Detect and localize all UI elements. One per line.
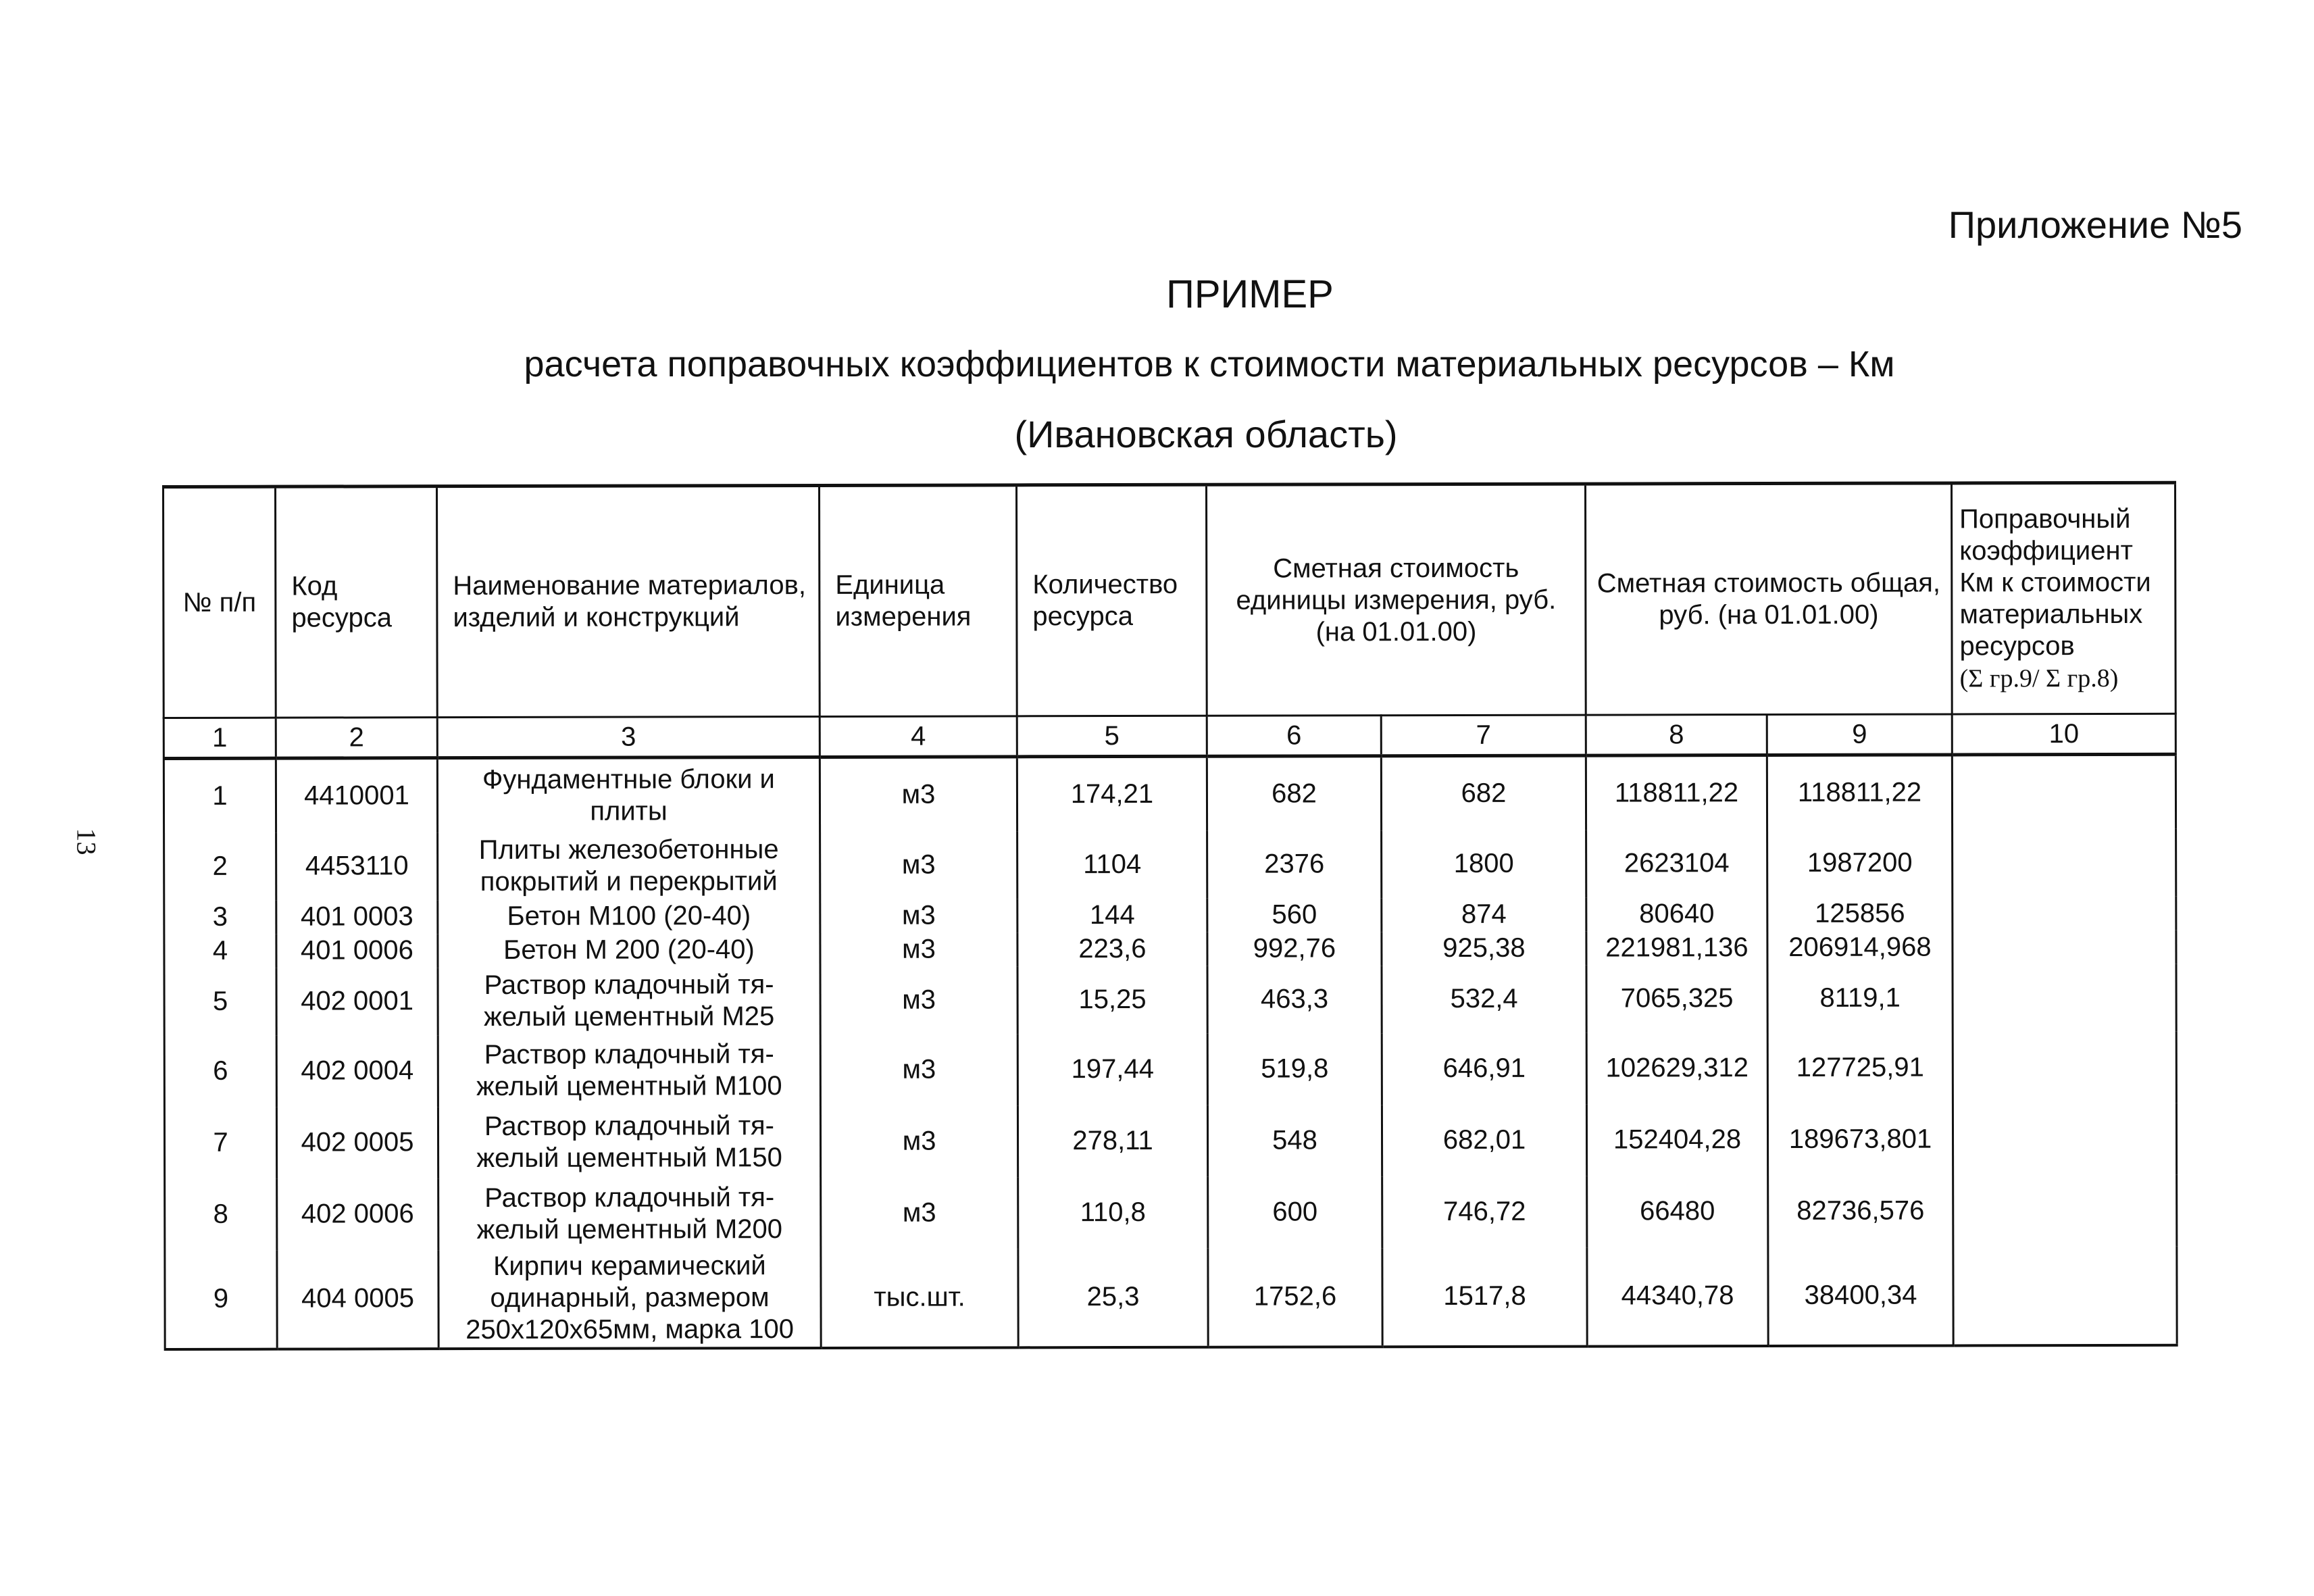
table-row [165, 1174, 2177, 1250]
unit-cost-7: 646,91 [1382, 1032, 1586, 1105]
total-cost-9: 8119,1 [1767, 964, 1953, 1032]
total-cost-9: 82736,576 [1768, 1175, 1953, 1247]
total-cost-8: 7065,325 [1586, 965, 1767, 1033]
unit: м3 [820, 899, 1017, 933]
header-qty: Количество ресурса [1017, 484, 1207, 716]
unit-cost-7: 874 [1382, 897, 1586, 932]
total-cost-8: 80640 [1586, 897, 1767, 932]
resource-name: Раствор кладочный тя-желый цементный М150 [438, 1105, 820, 1178]
unit-cost-6: 519,8 [1207, 1033, 1382, 1105]
header-coef [1952, 482, 2176, 714]
unit-cost-6: 2376 [1207, 830, 1382, 899]
quantity: 197,44 [1017, 1033, 1207, 1105]
table-row [164, 930, 2176, 968]
resource-code: 402 0001 [276, 968, 438, 1036]
resource-code: 404 0005 [277, 1250, 438, 1349]
total-cost-9: 118811,22 [1767, 755, 1952, 830]
document-subtitle: расчета поправочных коэффициентов к стоимости материальных ресурсов – Км [524, 344, 1895, 384]
col-number: 3 [437, 716, 820, 757]
row-number: 3 [164, 900, 276, 934]
col-number: 9 [1767, 714, 1952, 755]
coefficient [1953, 964, 2176, 1032]
row-number: 2 [164, 832, 276, 900]
unit: м3 [821, 1177, 1018, 1249]
unit: м3 [820, 1105, 1017, 1178]
unit-cost-7: 746,72 [1382, 1176, 1587, 1248]
total-cost-9: 1987200 [1767, 829, 1953, 897]
total-cost-9: 125856 [1767, 897, 1953, 931]
col-number: 6 [1207, 716, 1381, 757]
resource-name: Бетон М 200 (20-40) [438, 932, 820, 967]
quantity: 223,6 [1017, 932, 1207, 966]
header-name: Наименование материалов, изделий и конструкций [437, 485, 820, 717]
col-number: 1 [164, 718, 276, 758]
total-cost-8: 66480 [1587, 1176, 1768, 1248]
total-cost-8: 2623104 [1586, 830, 1767, 898]
unit-cost-6: 463,3 [1207, 966, 1382, 1034]
row-number: 4 [164, 934, 276, 968]
col-number: 10 [1952, 714, 2175, 755]
resource-code: 402 0004 [276, 1035, 438, 1107]
total-cost-8: 152404,28 [1586, 1104, 1767, 1176]
col-number: 8 [1586, 715, 1767, 756]
table-row [165, 1246, 2177, 1349]
unit-cost-6: 1752,6 [1208, 1248, 1382, 1347]
row-number: 8 [165, 1178, 277, 1250]
total-cost-8: 102629,312 [1586, 1032, 1767, 1105]
unit-cost-7: 682 [1381, 755, 1586, 830]
col-number: 2 [276, 718, 437, 759]
total-cost-9: 189673,801 [1767, 1103, 1953, 1176]
table-body [164, 754, 2177, 1349]
unit-cost-6: 992,76 [1207, 932, 1382, 966]
table-row [164, 828, 2176, 900]
unit-cost-7: 1517,8 [1382, 1247, 1587, 1347]
unit: м3 [820, 757, 1017, 832]
quantity: 15,25 [1017, 966, 1207, 1034]
table-row [164, 1031, 2176, 1107]
quantity: 278,11 [1017, 1105, 1207, 1177]
resource-name: Плиты железобетонные покрытий и перекрытий [438, 831, 820, 899]
unit-cost-7: 532,4 [1382, 965, 1586, 1033]
row-number: 6 [164, 1035, 276, 1107]
quantity: 1104 [1017, 830, 1207, 899]
resource-name: Раствор кладочный тя-желый цементный М200 [438, 1177, 821, 1249]
unit-cost-7: 925,38 [1382, 931, 1586, 966]
resource-code: 402 0005 [276, 1107, 438, 1179]
header-coef-text: Поправочный коэффициент Км к стоимости материальных ресурсов [1959, 503, 2151, 661]
resource-name: Фундаментные блоки и плиты [437, 757, 820, 832]
unit-cost-6: 682 [1207, 756, 1381, 831]
unit: м3 [820, 1034, 1017, 1106]
unit: м3 [820, 966, 1017, 1034]
coefficient [1953, 896, 2176, 930]
header-code: Код ресурса [276, 487, 438, 718]
total-cost-9: 206914,968 [1767, 930, 1953, 965]
resource-code: 4453110 [276, 832, 438, 901]
col-number: 5 [1017, 716, 1207, 757]
row-number: 1 [164, 758, 276, 832]
total-cost-9: 38400,34 [1768, 1247, 1953, 1346]
resource-code: 401 0006 [276, 934, 438, 968]
resource-name: Бетон М100 (20-40) [438, 899, 820, 933]
resource-name: Раствор кладочный тя-желый цементный М25 [438, 966, 820, 1034]
coefficient [1953, 930, 2176, 964]
unit: м3 [820, 932, 1017, 967]
col-number: 7 [1381, 715, 1586, 756]
unit: тыс.шт. [821, 1249, 1018, 1348]
unit: м3 [820, 831, 1017, 899]
quantity: 110,8 [1018, 1176, 1208, 1249]
coefficient [1953, 1246, 2177, 1345]
resource-name: Кирпич керамический одинарный, размером 250х120х65мм, марка 100 [438, 1249, 821, 1348]
table-row [164, 1103, 2176, 1178]
coefficient [1952, 754, 2175, 829]
header-coef-formula: (Σ гр.9/ Σ гр.8) [1959, 664, 2119, 693]
unit-cost-7: 1800 [1382, 830, 1586, 898]
resources-table [162, 481, 2178, 1351]
column-numbers-row [164, 714, 2175, 758]
quantity: 144 [1017, 898, 1207, 932]
table-row [164, 964, 2176, 1035]
total-cost-9: 127725,91 [1767, 1032, 1953, 1104]
coefficient [1953, 1174, 2177, 1247]
col-number: 4 [820, 716, 1017, 757]
table-row [164, 754, 2175, 832]
unit-cost-6: 560 [1207, 898, 1382, 932]
header-num: № п/п [164, 487, 276, 718]
unit-cost-7: 682,01 [1382, 1104, 1586, 1176]
total-cost-8: 118811,22 [1586, 755, 1767, 830]
header-total-cost: Сметная стоимость общая, руб. (на 01.01.00) [1586, 483, 1953, 715]
unit-cost-6: 548 [1207, 1105, 1382, 1177]
coefficient [1953, 1031, 2176, 1103]
row-number: 5 [164, 968, 276, 1035]
table-row [164, 896, 2176, 934]
table-header-row [164, 482, 2176, 718]
resource-code: 401 0003 [276, 900, 438, 934]
header-unit-cost: Сметная стоимость единицы измерения, руб. (на 01.01.00) [1207, 484, 1586, 716]
appendix-label: Приложение №5 [1948, 203, 2242, 246]
row-number: 7 [164, 1107, 276, 1178]
coefficient [1953, 828, 2176, 897]
region-label: (Ивановская область) [1014, 413, 1398, 455]
total-cost-8: 44340,78 [1587, 1247, 1768, 1347]
resource-code: 4410001 [276, 758, 437, 833]
quantity: 25,3 [1018, 1248, 1208, 1347]
page-number: 13 [71, 828, 102, 855]
quantity: 174,21 [1017, 756, 1207, 831]
document-title: ПРИМЕР [1166, 272, 1334, 316]
resource-code: 402 0006 [277, 1178, 438, 1251]
row-number: 9 [165, 1250, 277, 1349]
unit-cost-6: 600 [1208, 1176, 1382, 1249]
coefficient [1953, 1103, 2176, 1175]
resource-name: Раствор кладочный тя-желый цементный М100 [438, 1034, 820, 1106]
header-unit: Единица измерения [820, 485, 1017, 717]
total-cost-8: 221981,136 [1586, 931, 1767, 966]
